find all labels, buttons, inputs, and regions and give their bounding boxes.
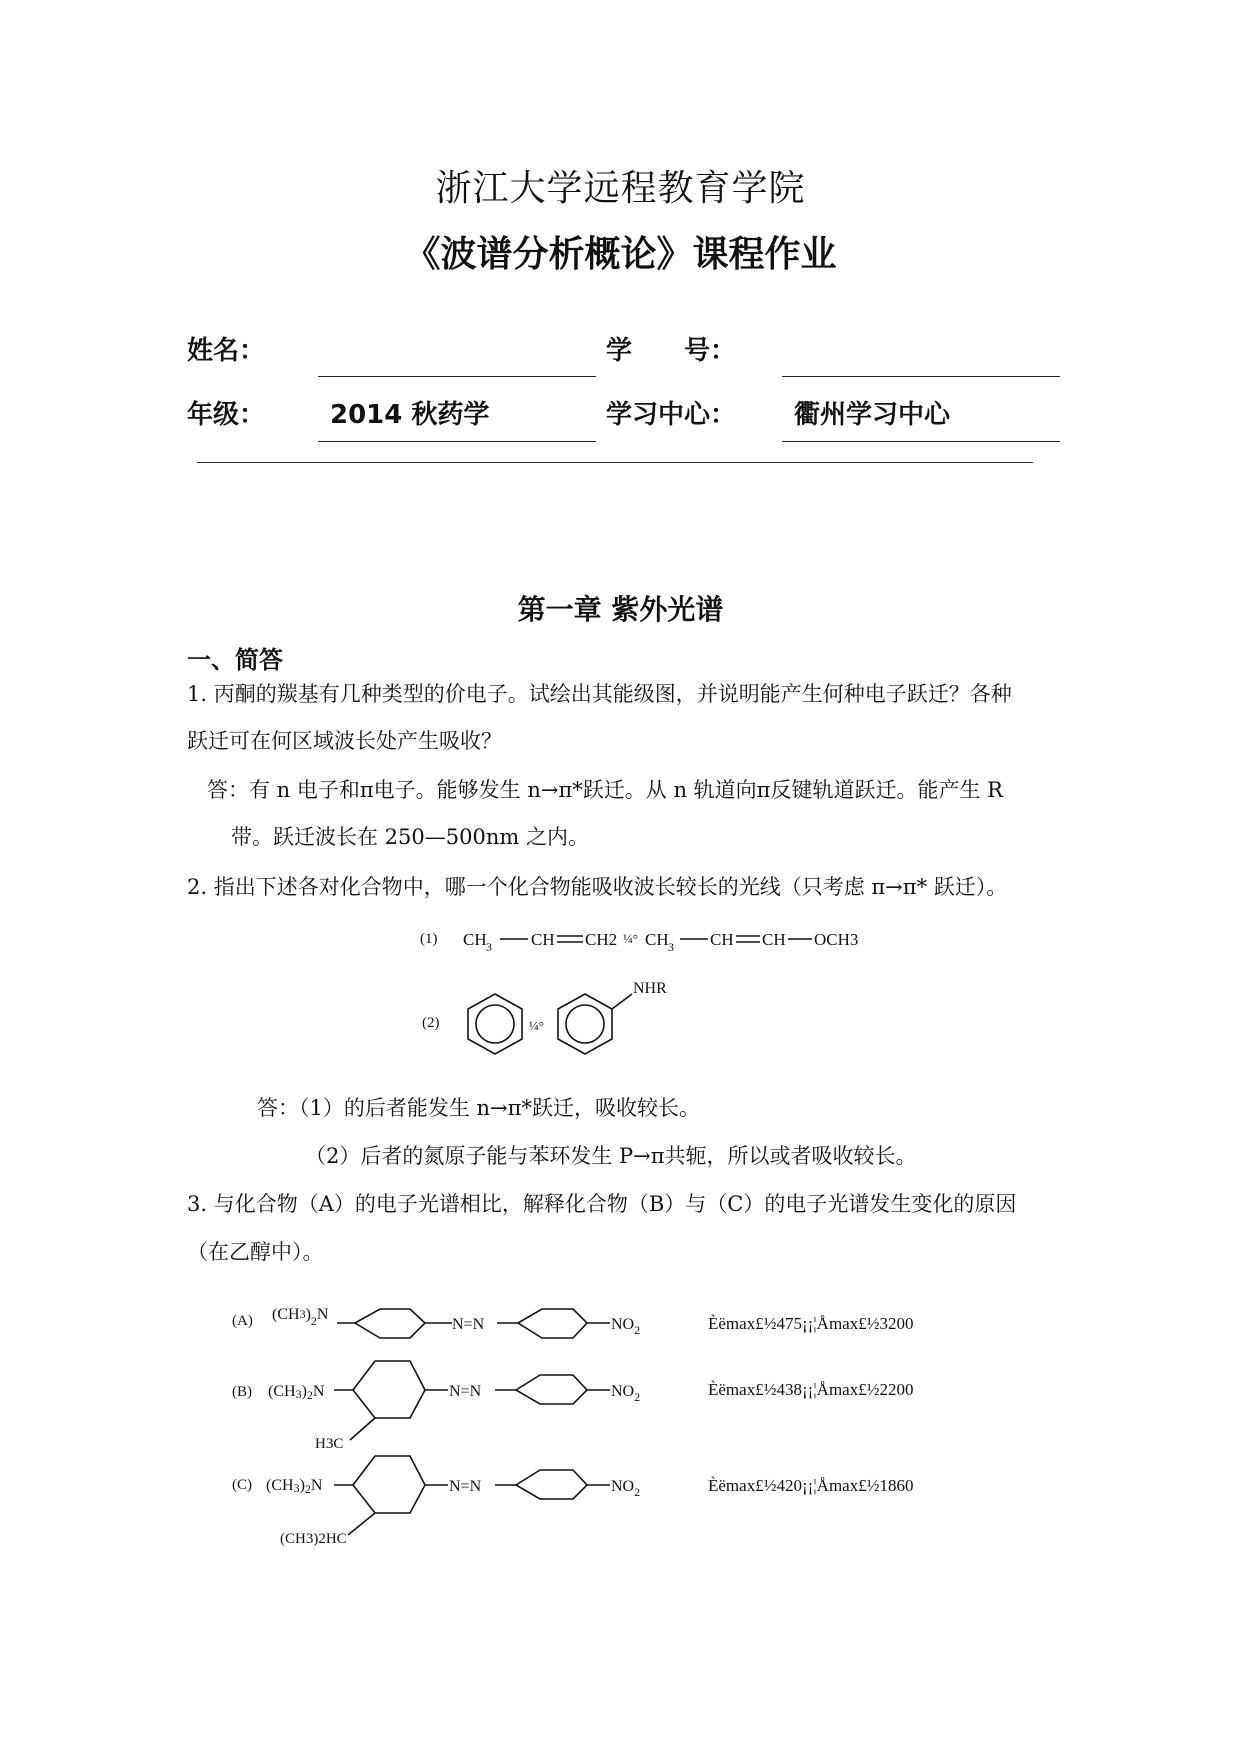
student-id-underline xyxy=(782,376,1060,377)
question-1-line-2: 跃迁可在何区域波长处产生吸收？ xyxy=(187,729,502,753)
separator-rule xyxy=(197,462,1033,463)
pair-1-left-ch3-sub: 3 xyxy=(486,940,492,954)
azo-group: N=N xyxy=(449,1383,482,1400)
pair-1-left-ch: CH xyxy=(531,930,555,949)
grade-field[interactable]: 2014 秋药学 xyxy=(330,400,490,430)
grade-label: 年级： xyxy=(187,400,266,430)
course-title: 《波谱分析概论》课程作业 xyxy=(404,234,837,275)
answer-1-line-2: 带。跃迁波长在 250—500nm 之内。 xyxy=(231,825,589,849)
answer-2-line-1: 答：（1）的后者能发生 n→π*跃迁，吸收较长。 xyxy=(257,1096,700,1120)
single-bond xyxy=(348,1513,375,1535)
amine-group: $(CH3)_2N$ xyxy=(272,1306,329,1328)
pair-1-left-ch2: CH2 xyxy=(585,930,618,949)
pair-1-right-ch-b: CH xyxy=(762,930,786,949)
compound-label: (C) xyxy=(232,1477,252,1493)
nitro-group: $NO_2$ xyxy=(611,1316,641,1337)
compound-b xyxy=(232,1361,913,1452)
benzene-ring xyxy=(353,1456,425,1513)
benzene-ring xyxy=(516,1375,587,1404)
azo-group: N=N xyxy=(452,1316,485,1333)
pair-1-left-ch3: CH xyxy=(463,930,487,949)
figure-q2-structures xyxy=(400,910,920,1060)
compound-label: (B) xyxy=(232,1384,252,1400)
compound-a xyxy=(232,1306,913,1338)
nitro-group: $NO_2$ xyxy=(611,1478,641,1499)
study-center-field[interactable]: 衢州学习中心 xyxy=(794,400,951,430)
grade-underline xyxy=(318,441,596,442)
question-1-line-1: 1. 丙酮的羰基有几种类型的价电子。试绘出其能级图，并说明能产生何种电子跃迁？各种 xyxy=(187,682,1012,706)
study-center-label: 学习中心： xyxy=(606,400,737,430)
absorption-data: Èëmax£½420¡¡¦Åmax£½1860 xyxy=(708,1476,914,1495)
azo-group: N=N xyxy=(449,1478,482,1495)
study-center-underline xyxy=(782,441,1060,442)
pair-1-right-ch3: CH xyxy=(645,930,669,949)
question-2: 2. 指出下述各对化合物中，哪一个化合物能吸收波长较长的光线（只考虑 π→π* 跃迁）。 xyxy=(187,875,1008,899)
compound-label: (A) xyxy=(232,1313,253,1329)
single-bond xyxy=(612,994,632,1009)
absorption-data: Èëmax£½475¡¡¦Åmax£½3200 xyxy=(708,1314,914,1333)
answer-1-line-1: 答：有 n 电子和π电子。能够发生 n→π*跃迁。从 n 轨道向π反键轨道跃迁。能产生 R xyxy=(207,778,1003,802)
pair-1-right-ch3-sub: 3 xyxy=(668,940,674,954)
pair-1-right-och3: OCH3 xyxy=(814,930,859,949)
single-bond xyxy=(350,1418,375,1440)
amine-group: (CH3)2N xyxy=(266,1477,323,1496)
nitro-group: $NO_2$ xyxy=(611,1383,641,1404)
chapter-heading: 第一章 紫外光谱 xyxy=(517,593,724,626)
student-id-label: 学 号： xyxy=(606,336,737,366)
amine-group: (CH3)2N xyxy=(268,1383,325,1402)
benzene-ring xyxy=(353,1361,425,1418)
pair-2-label: (2) xyxy=(422,1015,440,1031)
pair-separator: ¼° xyxy=(623,931,638,946)
name-underline xyxy=(318,376,596,377)
benzene-aromatic-circle xyxy=(476,1005,514,1043)
compound-c xyxy=(232,1456,913,1547)
institution-title: 浙江大学远程教育学院 xyxy=(435,168,806,209)
pair-1-label: (1) xyxy=(420,931,438,947)
nhr-substituent: NHR xyxy=(633,980,667,997)
figure-q3-azo-compounds xyxy=(220,1280,960,1580)
name-label: 姓名： xyxy=(187,336,266,366)
answer-2-line-2: （2）后者的氮原子能与苯环发生 P→π共轭，所以或者吸收较长。 xyxy=(305,1144,917,1168)
methyl-substituent: H3C xyxy=(315,1436,344,1452)
aniline-aromatic-circle xyxy=(566,1005,604,1043)
pair-1-right-ch-a: CH xyxy=(710,930,734,949)
isopropyl-substituent: (CH3)2HC xyxy=(280,1531,347,1547)
section-heading: 一、简答 xyxy=(187,646,283,674)
benzene-ring xyxy=(518,1309,587,1338)
benzene-ring xyxy=(355,1309,425,1338)
absorption-data: Èëmax£½438¡¡¦Åmax£½2200 xyxy=(708,1380,914,1399)
question-3-line-1: 3. 与化合物（A）的电子光谱相比，解释化合物（B）与（C）的电子光谱发生变化的原因 xyxy=(187,1192,1017,1216)
pair-2-separator: ¼° xyxy=(529,1018,544,1033)
question-3-line-2: （在乙醇中）。 xyxy=(187,1240,324,1264)
benzene-ring xyxy=(516,1470,587,1499)
